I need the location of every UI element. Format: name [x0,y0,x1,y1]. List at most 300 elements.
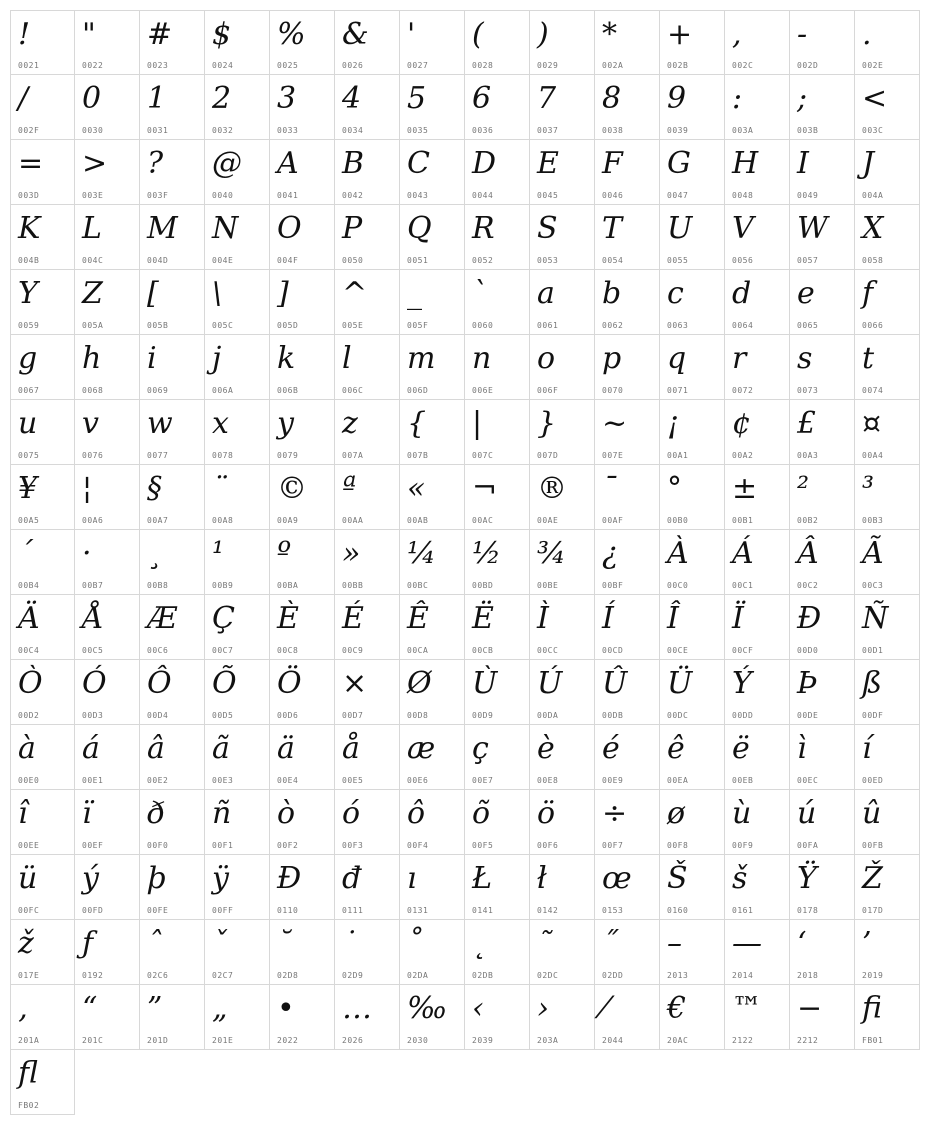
glyph-cell[interactable] [10,75,75,140]
glyph-cell[interactable] [205,75,270,140]
glyph-cell[interactable] [855,10,920,75]
glyph-cell[interactable] [855,855,920,920]
glyph-grid [10,10,920,1115]
glyph-cell[interactable] [400,205,465,270]
glyph-cell[interactable] [530,140,595,205]
glyph-code-label: 0073 [797,386,819,395]
glyph-cell[interactable] [140,270,205,335]
glyph-cell[interactable] [140,855,205,920]
glyph-cell[interactable] [10,205,75,270]
glyph-cell[interactable] [855,790,920,855]
glyph-sample: d [732,276,752,311]
glyph-code-label: 00E7 [472,776,494,785]
glyph-sample: $ [212,17,232,52]
glyph-cell[interactable] [10,920,75,985]
glyph-cell[interactable] [270,140,335,205]
glyph-code-label: 00F5 [472,841,494,850]
glyph-cell[interactable] [140,725,205,790]
glyph-sample: È [277,601,299,636]
glyph-cell[interactable] [725,465,790,530]
glyph-sample: ˝ [602,926,617,961]
glyph-cell[interactable] [205,10,270,75]
glyph-cell[interactable] [465,790,530,855]
glyph-cell[interactable] [75,530,140,595]
glyph-cell[interactable] [140,140,205,205]
glyph-cell[interactable] [10,790,75,855]
glyph-cell[interactable] [335,920,400,985]
glyph-cell[interactable] [465,335,530,400]
glyph-cell[interactable] [335,465,400,530]
glyph-sample: Z [82,276,103,311]
glyph-cell[interactable] [75,855,140,920]
glyph-cell[interactable] [270,270,335,335]
glyph-cell[interactable] [270,595,335,660]
glyph-cell[interactable] [10,10,75,75]
glyph-sample: r [732,341,747,376]
glyph-cell[interactable] [660,465,725,530]
glyph-cell[interactable] [790,465,855,530]
glyph-sample: ﬁ [862,991,883,1026]
glyph-cell[interactable] [205,660,270,725]
glyph-cell[interactable] [660,725,725,790]
glyph-code-label: 004C [82,256,104,265]
glyph-cell[interactable] [465,985,530,1050]
glyph-sample: x [212,406,229,441]
glyph-cell[interactable] [465,10,530,75]
glyph-cell[interactable] [725,10,790,75]
glyph-cell[interactable] [10,855,75,920]
glyph-cell[interactable] [725,790,790,855]
glyph-code-label: 0025 [277,61,299,70]
glyph-cell[interactable] [270,400,335,465]
glyph-cell[interactable] [855,75,920,140]
glyph-cell[interactable] [855,985,920,1050]
glyph-cell[interactable] [660,270,725,335]
glyph-cell[interactable] [75,790,140,855]
glyph-cell[interactable] [205,595,270,660]
glyph-cell[interactable] [270,985,335,1050]
glyph-sample: T [602,211,623,246]
glyph-sample: ˙ [342,926,357,961]
glyph-cell[interactable] [855,400,920,465]
glyph-sample: P [342,211,363,246]
glyph-cell[interactable] [855,725,920,790]
glyph-cell[interactable] [790,335,855,400]
glyph-cell[interactable] [660,920,725,985]
glyph-cell[interactable] [205,985,270,1050]
glyph-cell[interactable] [75,270,140,335]
glyph-cell[interactable] [855,140,920,205]
glyph-cell[interactable] [790,985,855,1050]
glyph-cell[interactable] [530,985,595,1050]
glyph-cell[interactable] [10,335,75,400]
glyph-cell[interactable] [10,660,75,725]
glyph-cell[interactable] [205,140,270,205]
glyph-cell[interactable] [140,205,205,270]
glyph-cell[interactable] [725,595,790,660]
glyph-cell[interactable] [530,335,595,400]
glyph-cell[interactable] [790,920,855,985]
glyph-cell[interactable] [660,985,725,1050]
glyph-cell[interactable] [530,660,595,725]
glyph-cell[interactable] [140,465,205,530]
glyph-cell[interactable] [335,270,400,335]
glyph-cell[interactable] [10,985,75,1050]
glyph-cell[interactable] [855,920,920,985]
glyph-sample: ð [147,796,166,831]
glyph-cell[interactable] [270,465,335,530]
glyph-cell[interactable] [595,205,660,270]
glyph-code-label: 00BE [537,581,559,590]
glyph-cell[interactable] [855,660,920,725]
glyph-cell[interactable] [400,660,465,725]
glyph-cell[interactable] [660,10,725,75]
glyph-sample: ~ [602,406,628,441]
glyph-cell[interactable] [75,205,140,270]
glyph-cell[interactable] [725,75,790,140]
glyph-cell[interactable] [660,660,725,725]
glyph-cell[interactable] [400,725,465,790]
glyph-cell[interactable] [140,75,205,140]
glyph-sample: — [732,926,762,961]
glyph-cell[interactable] [270,855,335,920]
glyph-cell[interactable] [725,855,790,920]
glyph-sample: î [18,796,28,831]
glyph-cell[interactable] [10,465,75,530]
glyph-cell[interactable] [855,530,920,595]
glyph-cell[interactable] [595,725,660,790]
glyph-cell[interactable] [530,75,595,140]
glyph-cell[interactable] [465,400,530,465]
glyph-cell[interactable] [270,75,335,140]
glyph-cell[interactable] [790,530,855,595]
glyph-cell[interactable] [205,205,270,270]
glyph-cell[interactable] [790,595,855,660]
glyph-sample: ” [147,991,163,1026]
glyph-cell[interactable] [595,530,660,595]
glyph-cell[interactable] [660,790,725,855]
glyph-cell[interactable] [10,270,75,335]
glyph-sample: ì [797,731,807,766]
glyph-cell[interactable] [270,205,335,270]
glyph-cell[interactable] [335,530,400,595]
glyph-cell[interactable] [140,790,205,855]
glyph-cell[interactable] [205,530,270,595]
glyph-cell[interactable] [205,335,270,400]
glyph-cell[interactable] [855,595,920,660]
glyph-cell[interactable] [400,790,465,855]
glyph-cell[interactable] [660,75,725,140]
glyph-cell[interactable] [725,140,790,205]
glyph-cell[interactable] [270,660,335,725]
glyph-cell[interactable] [725,400,790,465]
glyph-code-label: 00E8 [537,776,559,785]
glyph-cell[interactable] [595,335,660,400]
glyph-code-label: 00DD [732,711,754,720]
glyph-cell[interactable] [400,855,465,920]
glyph-code-label: 00D7 [342,711,364,720]
glyph-sample: ç [472,731,489,766]
glyph-cell[interactable] [530,400,595,465]
glyph-cell[interactable] [855,205,920,270]
glyph-code-label: 00B3 [862,516,884,525]
glyph-cell[interactable] [400,465,465,530]
glyph-cell[interactable] [465,270,530,335]
glyph-cell[interactable] [400,270,465,335]
glyph-cell[interactable] [400,10,465,75]
glyph-cell[interactable] [205,790,270,855]
glyph-sample: , [732,17,742,52]
glyph-sample: N [212,211,239,246]
glyph-cell[interactable] [595,985,660,1050]
glyph-cell[interactable] [595,10,660,75]
glyph-cell[interactable] [595,920,660,985]
glyph-cell[interactable] [270,725,335,790]
glyph-cell[interactable] [595,855,660,920]
glyph-sample: O [277,211,302,246]
glyph-cell[interactable] [335,660,400,725]
glyph-cell[interactable] [790,790,855,855]
glyph-cell[interactable] [335,205,400,270]
glyph-cell[interactable] [790,855,855,920]
glyph-code-label: 007E [602,451,624,460]
glyph-cell[interactable] [75,75,140,140]
glyph-code-label: 0067 [18,386,40,395]
glyph-cell[interactable] [75,725,140,790]
glyph-cell[interactable] [205,855,270,920]
glyph-cell[interactable] [660,595,725,660]
glyph-cell[interactable] [140,595,205,660]
glyph-code-label: 2030 [407,1036,429,1045]
glyph-code-label: 00BF [602,581,624,590]
glyph-cell[interactable] [335,855,400,920]
glyph-cell[interactable] [530,270,595,335]
glyph-cell[interactable] [660,205,725,270]
glyph-cell[interactable] [465,725,530,790]
glyph-cell[interactable] [530,790,595,855]
glyph-code-label: 2039 [472,1036,494,1045]
glyph-sample: ³ [862,471,875,506]
glyph-code-label: 003C [862,126,884,135]
glyph-code-label: 00C7 [212,646,234,655]
glyph-sample: \ [212,276,223,311]
glyph-sample: ó [342,796,361,831]
glyph-cell[interactable] [10,140,75,205]
glyph-sample: ’ [862,926,872,961]
glyph-cell[interactable] [10,1050,75,1115]
glyph-cell[interactable] [75,595,140,660]
glyph-sample: ¥ [18,471,38,506]
glyph-cell[interactable] [75,140,140,205]
glyph-cell[interactable] [10,400,75,465]
glyph-sample: 1 [147,81,167,116]
glyph-sample: { [407,406,427,441]
glyph-cell[interactable] [790,400,855,465]
glyph-cell[interactable] [400,595,465,660]
glyph-sample: ¬ [472,471,498,506]
glyph-cell[interactable] [660,140,725,205]
glyph-cell[interactable] [595,465,660,530]
glyph-cell[interactable] [75,465,140,530]
glyph-sample: l [342,341,352,376]
glyph-cell[interactable] [335,140,400,205]
glyph-cell[interactable] [530,920,595,985]
glyph-sample: Ü [667,666,693,701]
glyph-cell[interactable] [855,335,920,400]
glyph-cell[interactable] [205,725,270,790]
glyph-cell[interactable] [465,75,530,140]
glyph-cell[interactable] [465,465,530,530]
glyph-sample: Ì [537,601,549,636]
glyph-cell[interactable] [75,985,140,1050]
glyph-code-label: 0131 [407,906,429,915]
glyph-cell[interactable] [530,855,595,920]
glyph-cell[interactable] [335,75,400,140]
glyph-code-label: 00FA [797,841,819,850]
glyph-cell[interactable] [75,335,140,400]
glyph-cell[interactable] [270,335,335,400]
glyph-cell[interactable] [140,920,205,985]
glyph-cell[interactable] [595,140,660,205]
glyph-cell[interactable] [335,725,400,790]
glyph-cell[interactable] [790,10,855,75]
glyph-sample: è [537,731,555,766]
glyph-cell[interactable] [335,985,400,1050]
glyph-cell[interactable] [595,270,660,335]
glyph-cell[interactable] [530,725,595,790]
glyph-cell[interactable] [140,660,205,725]
glyph-sample: … [342,991,372,1026]
glyph-cell[interactable] [855,465,920,530]
glyph-cell[interactable] [10,725,75,790]
glyph-cell[interactable] [465,595,530,660]
glyph-cell[interactable] [790,270,855,335]
glyph-code-label: 00D0 [797,646,819,655]
glyph-cell[interactable] [400,140,465,205]
glyph-cell[interactable] [660,400,725,465]
glyph-sample: p [602,341,622,376]
glyph-cell[interactable] [140,335,205,400]
glyph-cell[interactable] [465,530,530,595]
glyph-cell[interactable] [725,660,790,725]
glyph-cell[interactable] [400,400,465,465]
glyph-cell[interactable] [140,985,205,1050]
glyph-cell[interactable] [205,920,270,985]
glyph-cell[interactable] [270,790,335,855]
glyph-cell[interactable] [530,205,595,270]
glyph-cell[interactable] [465,140,530,205]
glyph-cell[interactable] [530,595,595,660]
glyph-cell[interactable] [335,595,400,660]
glyph-cell[interactable] [790,660,855,725]
glyph-cell[interactable] [140,530,205,595]
glyph-cell[interactable] [75,660,140,725]
glyph-cell[interactable] [530,530,595,595]
glyph-code-label: 0110 [277,906,299,915]
glyph-cell[interactable] [855,270,920,335]
glyph-cell[interactable] [140,10,205,75]
glyph-code-label: 0034 [342,126,364,135]
glyph-cell[interactable] [75,400,140,465]
glyph-code-label: 02DC [537,971,559,980]
glyph-cell[interactable] [400,985,465,1050]
glyph-cell[interactable] [10,595,75,660]
glyph-cell[interactable] [335,790,400,855]
glyph-cell[interactable] [725,920,790,985]
glyph-cell[interactable] [595,595,660,660]
glyph-cell[interactable] [725,530,790,595]
glyph-sample: ( [472,17,484,52]
glyph-cell[interactable] [270,530,335,595]
glyph-code-label: 00CA [407,646,429,655]
glyph-code-label: 00DB [602,711,624,720]
glyph-cell[interactable] [140,400,205,465]
glyph-cell[interactable] [530,10,595,75]
glyph-code-label: 00B1 [732,516,754,525]
glyph-code-label: 00DF [862,711,884,720]
glyph-sample: É [342,601,364,636]
glyph-cell[interactable] [335,335,400,400]
glyph-cell[interactable] [335,10,400,75]
glyph-cell[interactable] [725,985,790,1050]
glyph-cell[interactable] [465,205,530,270]
glyph-cell[interactable] [725,725,790,790]
glyph-cell[interactable] [595,790,660,855]
glyph-cell[interactable] [790,725,855,790]
glyph-cell[interactable] [400,920,465,985]
glyph-cell[interactable] [400,335,465,400]
glyph-cell[interactable] [595,75,660,140]
glyph-cell[interactable] [75,10,140,75]
glyph-sample: / [18,81,29,116]
glyph-cell[interactable] [400,530,465,595]
glyph-cell[interactable] [335,400,400,465]
glyph-code-label: 00FB [862,841,884,850]
glyph-cell[interactable] [75,920,140,985]
glyph-cell[interactable] [465,920,530,985]
glyph-cell[interactable] [465,855,530,920]
glyph-code-label: 0027 [407,61,429,70]
glyph-cell[interactable] [660,335,725,400]
glyph-code-label: 201C [82,1036,104,1045]
glyph-cell[interactable] [400,75,465,140]
glyph-cell[interactable] [10,530,75,595]
glyph-code-label: 00EC [797,776,819,785]
glyph-sample: y [277,406,294,441]
glyph-cell[interactable] [660,530,725,595]
glyph-cell[interactable] [595,660,660,725]
glyph-cell[interactable] [725,335,790,400]
glyph-code-label: FB01 [862,1036,884,1045]
glyph-cell[interactable] [790,140,855,205]
glyph-cell[interactable] [530,465,595,530]
glyph-sample: = [18,146,44,181]
glyph-cell[interactable] [205,270,270,335]
glyph-cell[interactable] [205,400,270,465]
glyph-cell[interactable] [270,10,335,75]
glyph-sample: ÷ [602,796,628,831]
glyph-cell[interactable] [465,660,530,725]
glyph-cell[interactable] [725,205,790,270]
glyph-cell[interactable] [790,75,855,140]
glyph-cell[interactable] [790,205,855,270]
glyph-cell[interactable] [205,465,270,530]
glyph-cell[interactable] [660,855,725,920]
glyph-cell[interactable] [725,270,790,335]
glyph-cell[interactable] [270,920,335,985]
glyph-code-label: 0057 [797,256,819,265]
glyph-cell[interactable] [595,400,660,465]
